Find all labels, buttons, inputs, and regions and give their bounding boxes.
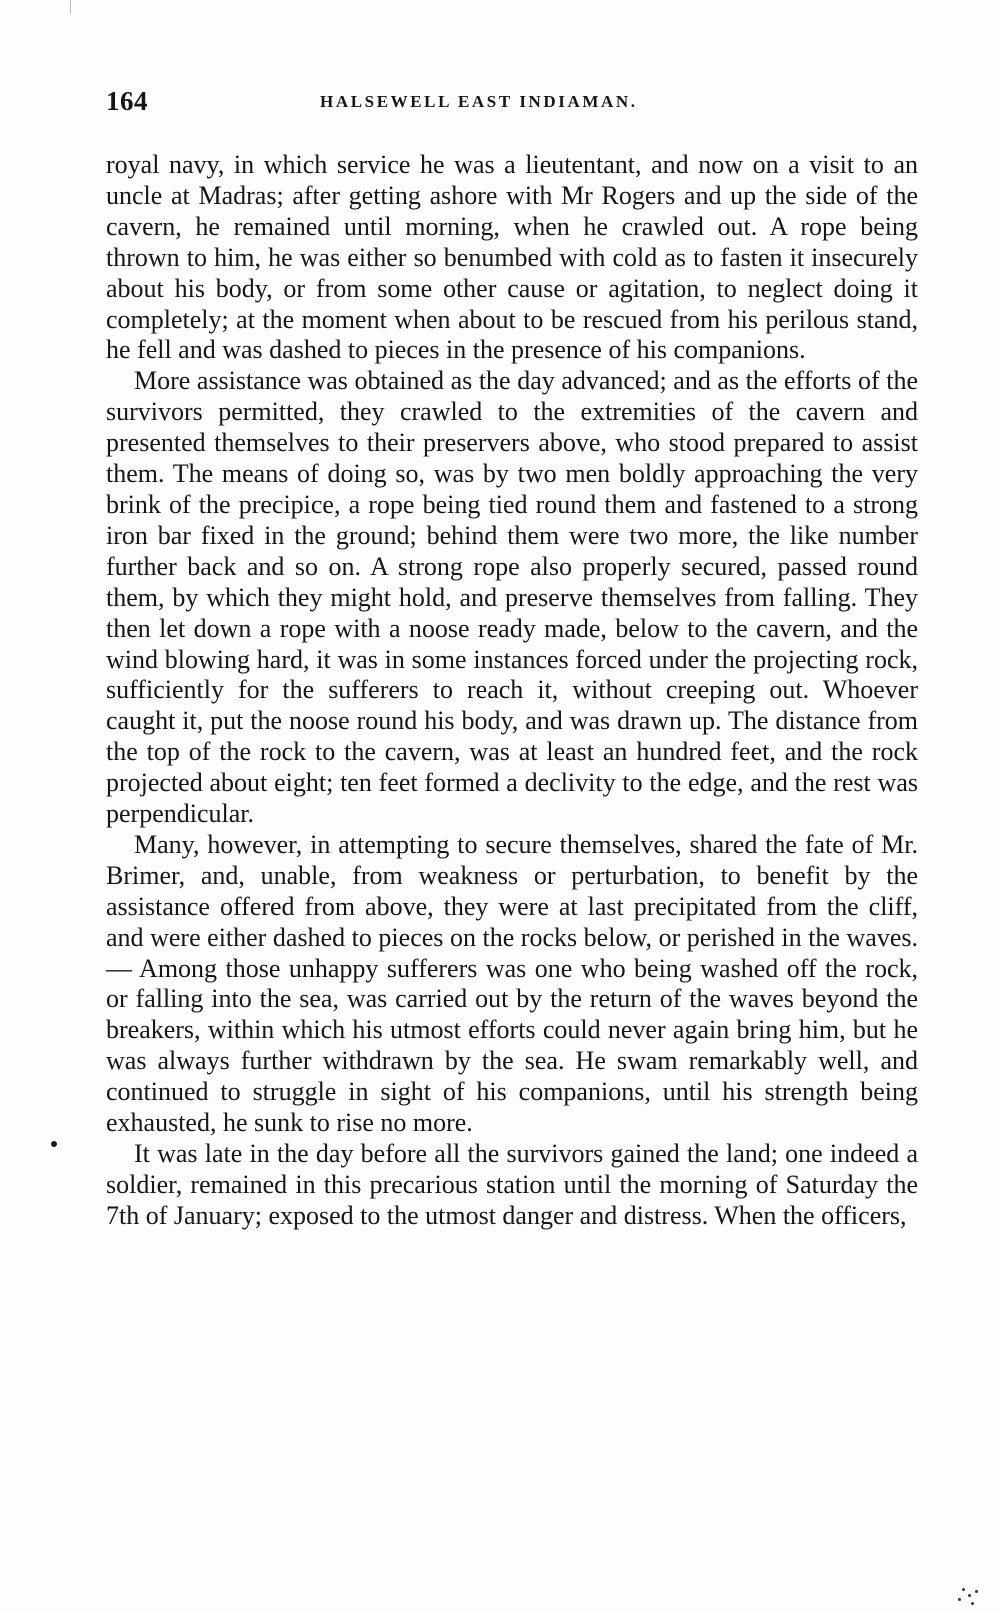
running-title: HALSEWELL EAST INDIAMAN.	[320, 92, 638, 111]
margin-dot	[51, 1141, 57, 1147]
paragraph-2: More assistance was obtained as the day advanced; and as the efforts of the survivors permitted, they crawled to the extremities of the cavern and presented themselves to their preservers above, who stood prepared to assist them. The means of doing so, was by two men boldly approaching the very brink of the precipice, a rope being tied round them and fastened to a strong iron bar fixed in the ground; behind them were two more, the like number further back and so on. A strong rope also properly secured, passed round them, by which they might hold, and preserve themselves from falling. They then let down a rope with a noose ready made, below to the cavern, and the wind blowing hard, it was in some instances forced under the projecting rock, sufficiently for the sufferers to reach it, without creeping out. Whoever caught it, put the noose round his body, and was drawn up. The distance from the top of the rock to the cavern, was at least an hundred feet, and the rock projected about eight; ten feet formed a declivity to the edge, and the rest was perpendicular.	[106, 366, 918, 829]
page-number: 164	[106, 86, 148, 116]
paragraph-3: Many, however, in attempting to secure themselves, shared the fate of Mr. Brimer, and, unable, from weakness or perturbation, to benefit by the assistance offered from above, they were at last precipitated from the cliff, and were either dashed to pieces on the rocks below, or perished in the waves.— Among those unhappy sufferers was one who being washed off the rock, or falling into the sea, was carried out by the return of the waves beyond the breakers, within which his utmost efforts could never again bring him, but he was always further withdrawn by the sea. He swam remarkably well, and continued to struggle in sight of his companions, until his strength being exhausted, he sunk to rise no more.	[106, 829, 918, 1138]
scan-mark	[70, 0, 71, 14]
scan-speck	[958, 1598, 961, 1601]
scan-speck	[971, 1602, 974, 1605]
scan-speck	[962, 1588, 965, 1591]
scan-speck	[968, 1594, 971, 1597]
running-head	[106, 86, 918, 126]
paragraph-4: It was late in the day before all the survivors gained the land; one indeed a soldier, remained in this precarious station until the morning of Saturday the 7th of January; exposed to the utmost danger and distress. When the officers,	[106, 1139, 918, 1230]
scan-speck	[975, 1590, 978, 1593]
paragraph-1: royal navy, in which service he was a lieutentant, and now on a visit to an uncle at Madras; after getting ashore with Mr Rogers and up the side of the cavern, he remained until morning, when he crawled out. A rope being thrown to him, he was either so benumbed with cold as to fasten it insecurely about his body, or from some other cause or agitation, to neglect doing it completely; at the moment when about to be rescued from his perilous stand, he fell and was dashed to pieces in the presence of his companions.	[106, 150, 918, 365]
body-text	[106, 150, 918, 1232]
